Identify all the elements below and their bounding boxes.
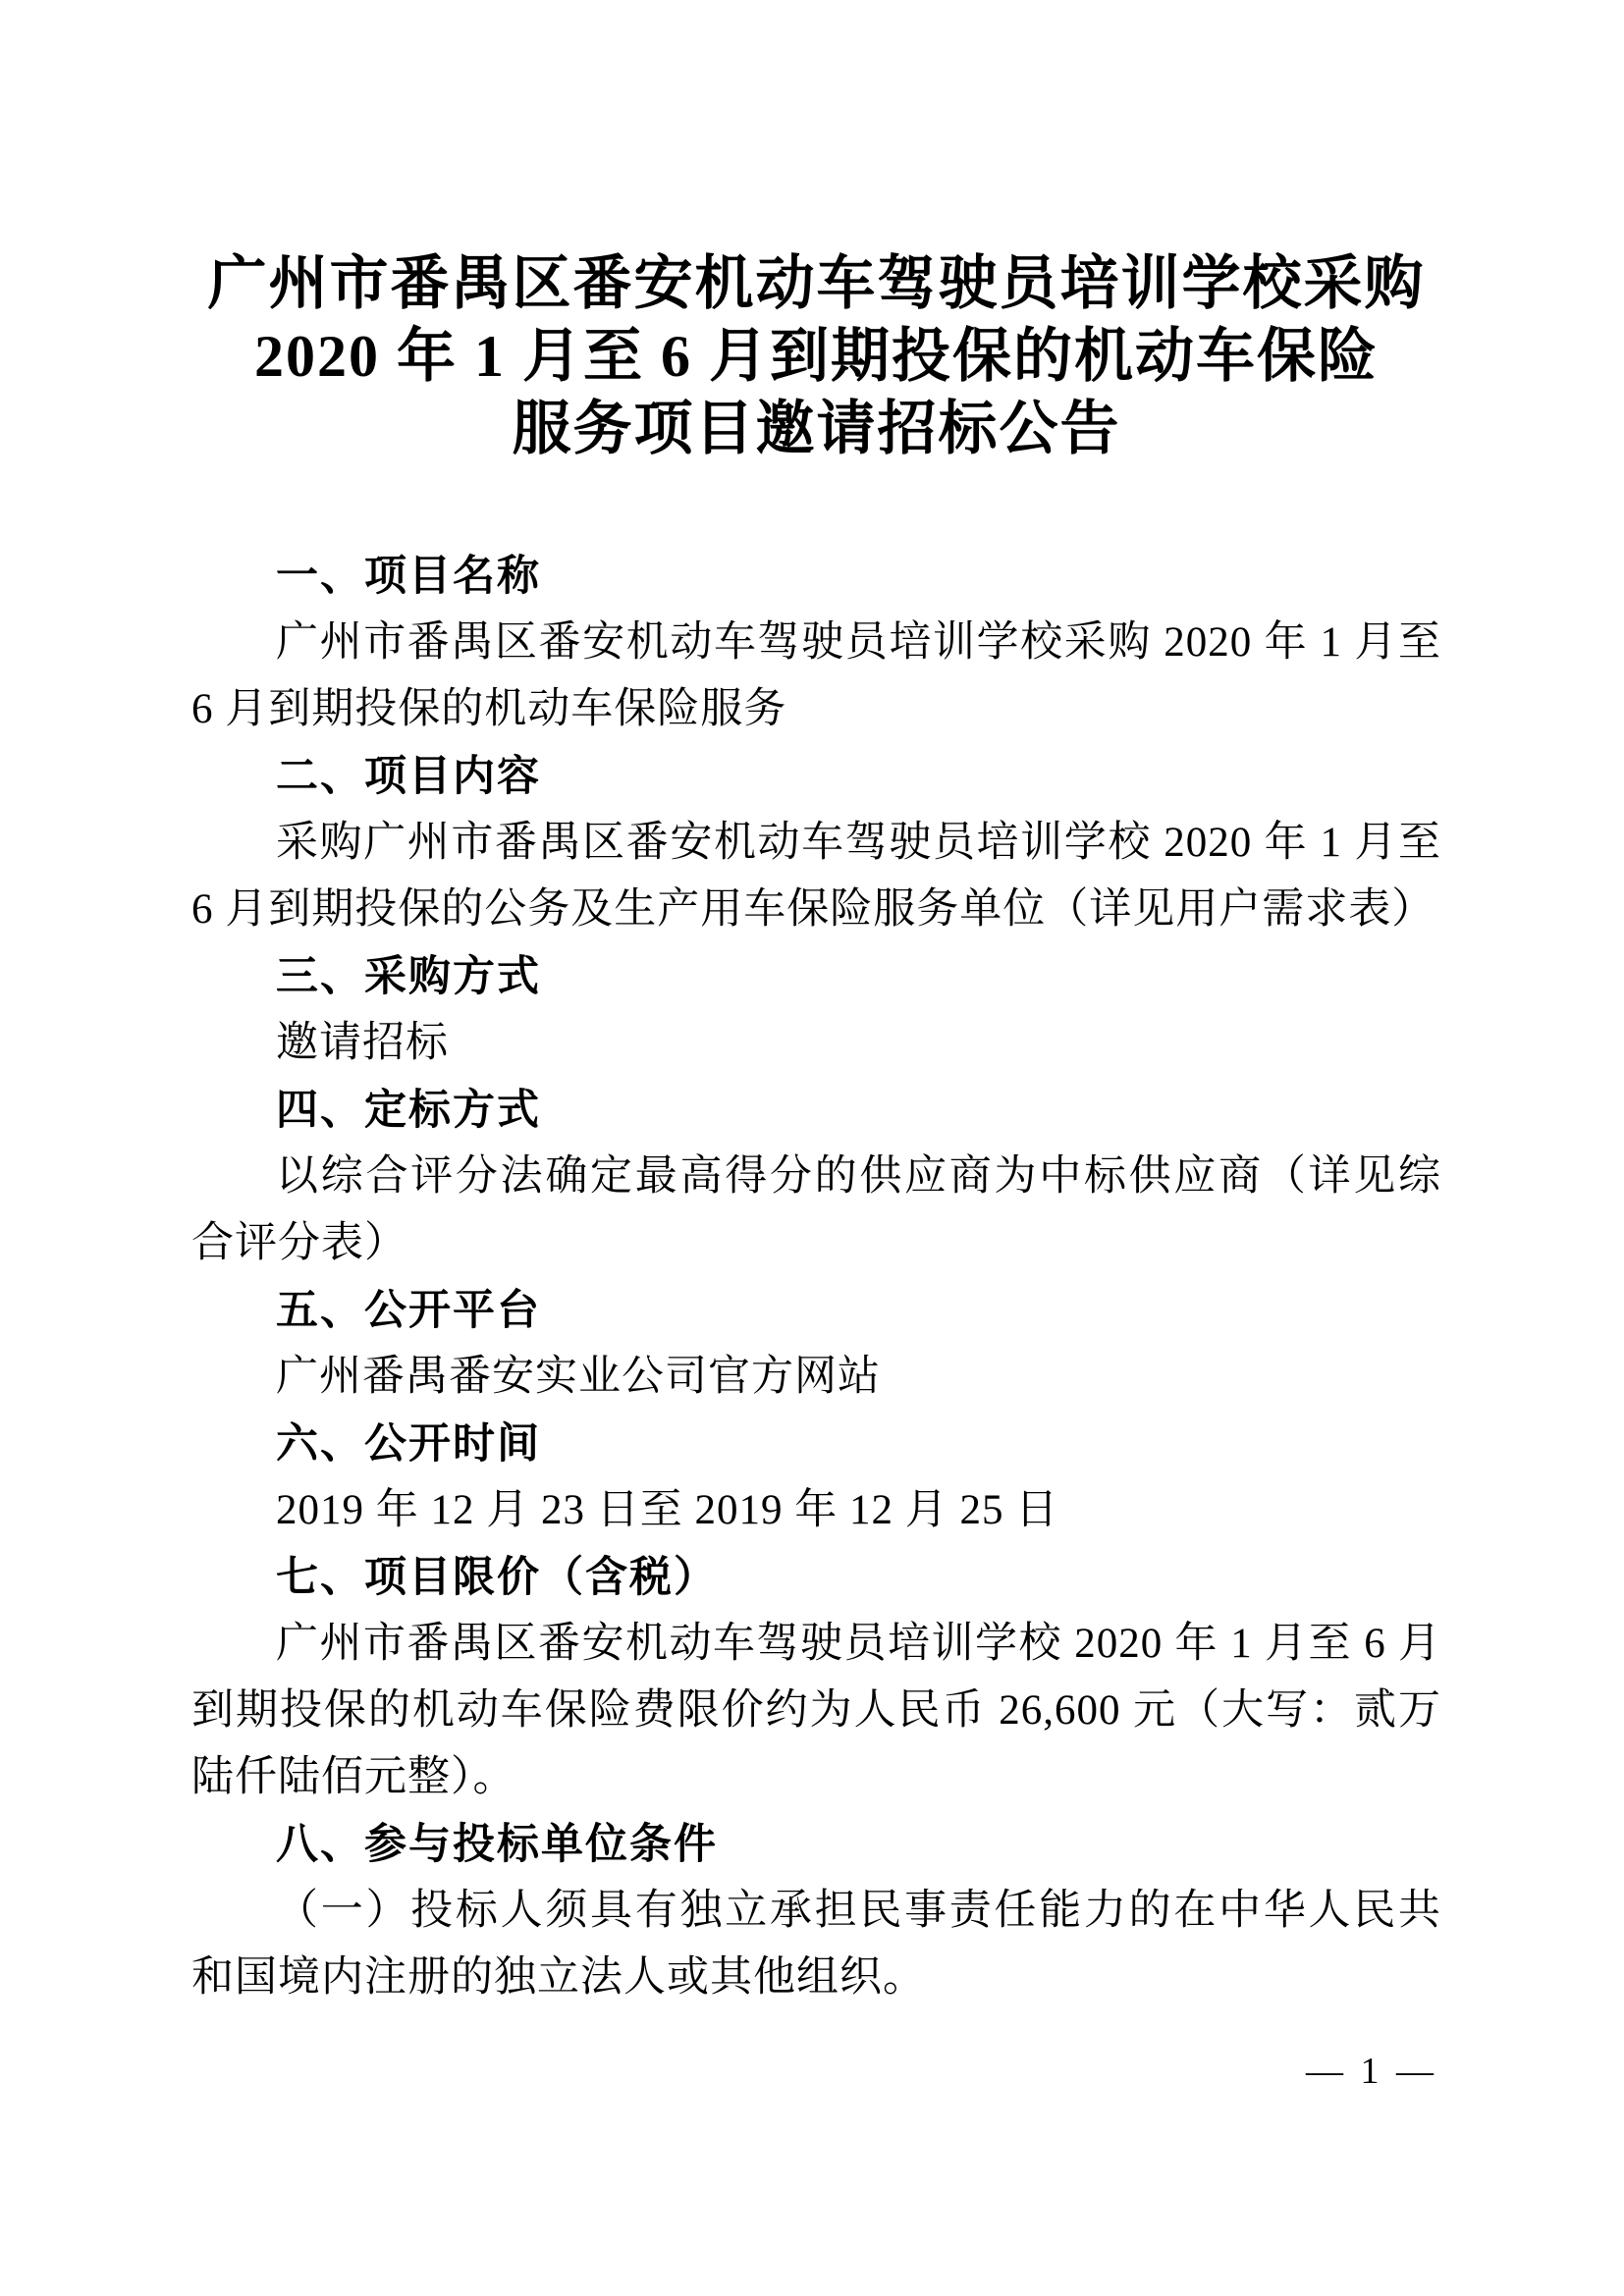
- section-bidder-requirements: [191, 1811, 1441, 2011]
- section-award-method: [191, 1077, 1441, 1277]
- section-body-text: 2019 年 12 月 23 日至 2019 年 12 月 25 日: [276, 1487, 1059, 1533]
- section-heading: 二、项目内容: [276, 753, 541, 800]
- document-body: [191, 543, 1441, 2011]
- section-heading: 八、参与投标单位条件: [276, 1821, 718, 1868]
- title-line-2: 2020 年 1 月至 6 月到期投保的机动车保险: [254, 324, 1379, 389]
- section-heading: 七、项目限价（含税）: [276, 1554, 718, 1601]
- section-procurement-method: [191, 943, 1441, 1077]
- section-heading: 五、公开平台: [276, 1287, 541, 1334]
- title-line-1: 广州市番禺区番安机动车驾驶员培训学校采购: [207, 251, 1426, 316]
- section-body-text: 邀请招标: [276, 1020, 449, 1066]
- section-body-text: （一）投标人须具有独立承担民事责任能力的在中华人民共和国境内注册的独立法人或其他组织。: [191, 1888, 1441, 2001]
- section-publication-time: [191, 1411, 1441, 1544]
- page-number-text: — 1 —: [1306, 2051, 1437, 2092]
- title-line-3: 服务项目邀请招标公告: [512, 397, 1121, 461]
- section-heading: 一、项目名称: [276, 553, 541, 600]
- section-price-limit: [191, 1544, 1441, 1811]
- section-body-text: 以综合评分法确定最高得分的供应商为中标供应商（详见综合评分表）: [191, 1153, 1441, 1266]
- section-heading: 六、公开时间: [276, 1420, 541, 1468]
- section-body-text: 广州番禺番安实业公司官方网站: [276, 1354, 881, 1400]
- section-body-text: 采购广州市番禺区番安机动车驾驶员培训学校 2020 年 1 月至 6 月到期投保的公务及生产用车保险服务单位（详见用户需求表）: [191, 820, 1441, 933]
- page-number: [1306, 2050, 1437, 2093]
- section-heading: 四、定标方式: [276, 1087, 541, 1134]
- document-title: [191, 0, 1441, 465]
- section-publication-platform: [191, 1277, 1441, 1411]
- section-body-text: 广州市番禺区番安机动车驾驶员培训学校采购 2020 年 1 月至 6 月到期投保的机动车保险服务: [191, 619, 1441, 732]
- section-project-content: [191, 743, 1441, 943]
- section-body-text: 广州市番禺区番安机动车驾驶员培训学校 2020 年 1 月至 6 月到期投保的机动车保险费限价约为人民币 26,600 元（大写：贰万陆仟陆佰元整）。: [191, 1621, 1441, 1800]
- section-heading: 三、采购方式: [276, 953, 541, 1000]
- section-project-name: [191, 543, 1441, 743]
